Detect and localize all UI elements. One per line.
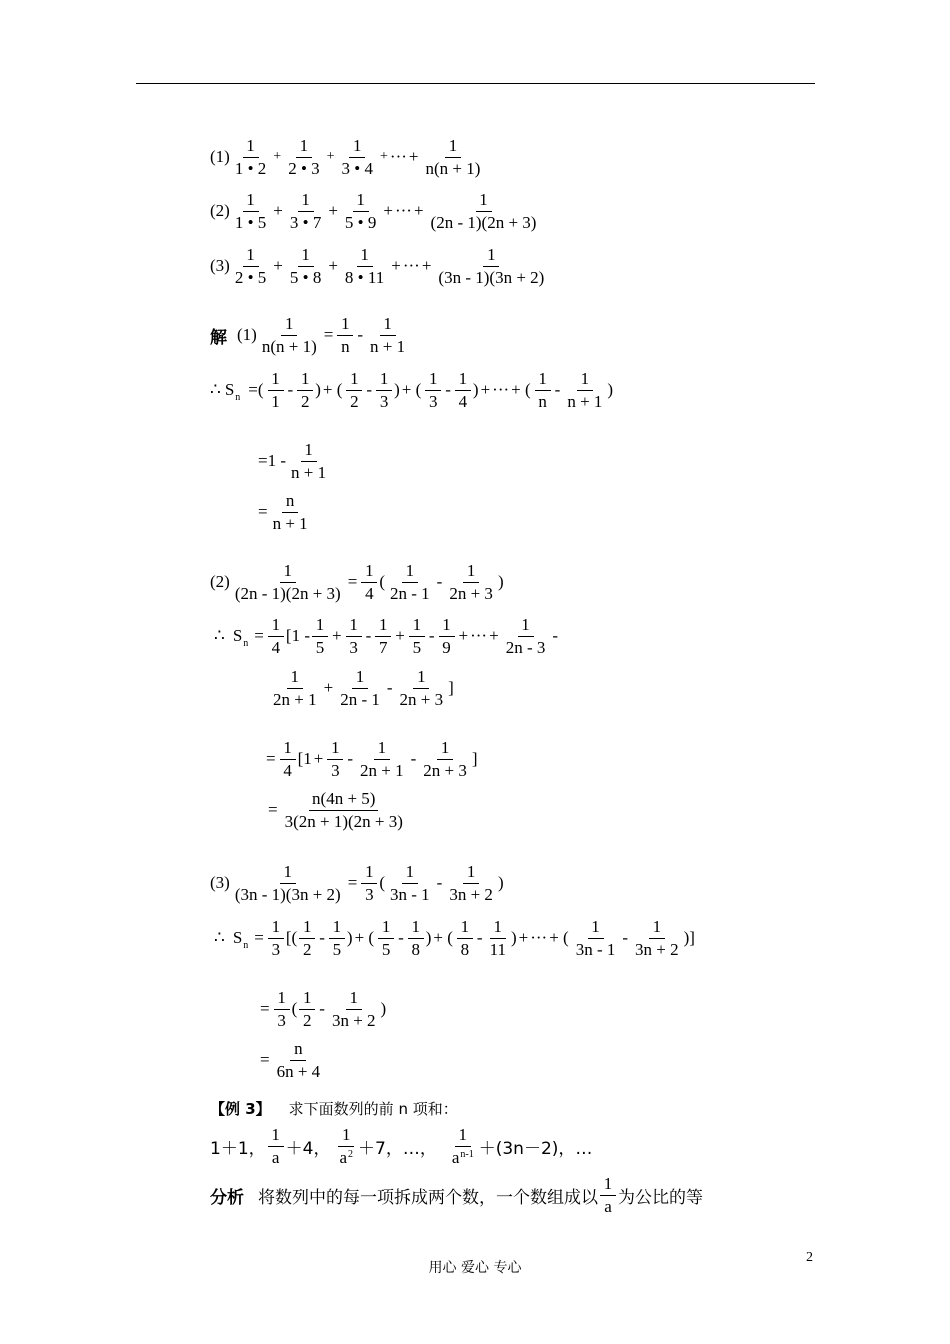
- numerator: 1: [375, 615, 391, 636]
- denominator: 4: [458, 391, 468, 411]
- numerator: 1: [374, 738, 390, 759]
- base: a: [339, 1147, 348, 1167]
- numerator: 1: [297, 369, 313, 390]
- fraction: [435, 245, 547, 286]
- denominator: 3: [277, 1010, 286, 1030]
- fraction: [312, 615, 328, 656]
- fraction: [337, 667, 383, 708]
- fraction: [329, 917, 345, 958]
- subscript: n: [243, 637, 249, 649]
- fraction: [422, 136, 483, 177]
- fraction: [287, 245, 324, 286]
- denominator: 2n - 1: [390, 583, 430, 603]
- numerator: 1: [298, 245, 314, 266]
- numerator: 1: [413, 667, 429, 688]
- numerator: 1: [287, 667, 303, 688]
- sum-symbol: S: [224, 380, 235, 399]
- exponent: n-1: [460, 1148, 474, 1160]
- denominator: 3n + 2: [331, 1010, 376, 1030]
- denominator: 3n - 1: [575, 939, 616, 959]
- fraction: [449, 1125, 477, 1166]
- denominator: 1 • 2: [234, 158, 267, 178]
- numerator: 1: [337, 314, 353, 335]
- denominator: 4: [365, 583, 374, 603]
- term: ＋7，: [358, 1138, 403, 1159]
- denominator: (2n - 1)(2n + 3): [234, 583, 341, 603]
- numerator: 1: [588, 917, 604, 938]
- denominator: 8 • 11: [344, 267, 385, 287]
- ellipsis: ···: [470, 626, 488, 645]
- fraction: [232, 245, 269, 286]
- denominator: 2n - 3: [505, 637, 546, 657]
- numerator: 1: [327, 738, 343, 759]
- numerator: n: [282, 491, 298, 512]
- solution-label: 解: [210, 327, 227, 348]
- fraction: [280, 738, 296, 779]
- fraction: [375, 615, 391, 656]
- denominator: n: [341, 336, 350, 356]
- therefore-symbol: ∴: [214, 928, 225, 947]
- fraction: [439, 615, 455, 656]
- denominator: 1: [271, 391, 280, 411]
- numerator: 1: [463, 862, 479, 883]
- numerator: 1: [280, 738, 296, 759]
- denominator: (3n - 1)(3n + 2): [234, 884, 341, 904]
- numerator: 1: [437, 738, 453, 759]
- text: 1 -: [291, 626, 310, 645]
- denominator: 9: [442, 637, 451, 657]
- denominator: 2n + 3: [423, 760, 467, 780]
- fraction: [425, 369, 441, 410]
- fraction: [259, 314, 320, 355]
- fraction: [487, 917, 509, 958]
- denominator: 3 • 4: [341, 158, 373, 178]
- denominator: n(n + 1): [261, 336, 317, 356]
- denominator: [336, 1147, 356, 1167]
- numerator: 1: [280, 862, 296, 883]
- numerator: 1: [281, 314, 297, 335]
- denominator: 5: [315, 637, 325, 657]
- numerator: 1: [380, 314, 396, 335]
- fraction: [287, 190, 324, 231]
- denominator: 3n - 1: [390, 884, 430, 904]
- numerator: n(4n + 5): [309, 789, 378, 810]
- denominator: n + 1: [291, 462, 327, 482]
- sum-symbol: S: [232, 626, 243, 645]
- fraction: [270, 491, 311, 532]
- denominator: n: [538, 391, 547, 411]
- denominator: 2n + 3: [449, 583, 493, 603]
- fraction: [232, 862, 344, 903]
- fraction: [268, 1125, 284, 1166]
- denominator: 5: [412, 637, 422, 657]
- numerator: 1: [378, 917, 394, 938]
- denominator: 2 • 3: [288, 158, 320, 178]
- numerator: 1: [535, 369, 551, 390]
- numerator: 1: [301, 440, 317, 461]
- numerator: 1: [409, 615, 425, 636]
- denominator: 2n + 1: [360, 760, 404, 780]
- denominator: 3: [428, 391, 438, 411]
- fraction: [342, 245, 387, 286]
- term: ＋(3n－2)，…: [478, 1138, 593, 1159]
- term: 1＋1，: [210, 1138, 266, 1159]
- denominator: 2n + 3: [399, 689, 444, 709]
- fraction: [376, 369, 392, 410]
- numerator: 1: [402, 561, 418, 582]
- fraction: [346, 369, 362, 410]
- fraction: [268, 615, 284, 656]
- denominator: 5: [381, 939, 391, 959]
- numerator: 1: [280, 561, 296, 582]
- numerator: 1: [649, 917, 665, 938]
- denominator: 3: [365, 884, 374, 904]
- fraction: [342, 190, 379, 231]
- fraction: [232, 561, 344, 602]
- numerator: 1: [476, 190, 492, 211]
- fraction: [299, 988, 315, 1029]
- subscript: n: [243, 939, 249, 951]
- numerator: 1: [577, 369, 593, 390]
- numerator: 1: [455, 1125, 471, 1146]
- denominator: (3n - 1)(3n + 2): [438, 267, 545, 287]
- denominator: 3n + 2: [449, 884, 493, 904]
- denominator: 5 • 9: [344, 212, 377, 232]
- fraction: [387, 561, 433, 602]
- numerator: 1: [439, 615, 455, 636]
- numerator: 1: [490, 917, 506, 938]
- fraction: [409, 615, 425, 656]
- fraction: [361, 561, 377, 602]
- therefore-symbol: ∴: [210, 380, 221, 399]
- numerator: 1: [268, 917, 284, 938]
- numerator: 1: [402, 862, 418, 883]
- numerator: 1: [361, 561, 377, 582]
- denominator: 2: [350, 391, 359, 411]
- fraction: [535, 369, 551, 410]
- label: (3): [210, 873, 230, 892]
- fraction: [329, 988, 379, 1029]
- numerator: 1: [408, 917, 424, 938]
- base: a: [451, 1147, 460, 1167]
- ellipsis: …，: [402, 1138, 437, 1159]
- fraction: [503, 615, 549, 656]
- fraction: [408, 917, 424, 958]
- fraction: [387, 862, 433, 903]
- denominator: 3: [379, 391, 389, 411]
- numerator: 1: [299, 988, 315, 1009]
- fraction: [446, 862, 496, 903]
- numerator: 1: [296, 136, 312, 157]
- denominator: 2: [302, 939, 312, 959]
- denominator: 8: [460, 939, 470, 959]
- numerator: 1: [243, 190, 259, 211]
- ellipsis: ···: [492, 380, 510, 399]
- fraction: [288, 440, 329, 481]
- fraction: [274, 1039, 324, 1080]
- denominator: [449, 1147, 477, 1167]
- numerator: 1: [353, 190, 369, 211]
- denominator: 6n + 4: [276, 1061, 321, 1081]
- numerator: 1: [457, 917, 473, 938]
- fraction: [274, 988, 290, 1029]
- denominator: n + 1: [272, 513, 308, 533]
- ellipsis: ···: [530, 928, 548, 947]
- numerator: 1: [463, 561, 479, 582]
- denominator: 7: [379, 637, 388, 657]
- fraction: [268, 917, 284, 958]
- numerator: 1: [268, 369, 284, 390]
- analysis-text: 将数列中的每一项拆成两个数，一个数组成以: [258, 1187, 598, 1208]
- fraction: [285, 136, 322, 177]
- fraction: [361, 862, 377, 903]
- denominator: 2: [300, 391, 310, 411]
- denominator: 3: [271, 939, 281, 959]
- page-number: 2: [806, 1250, 813, 1265]
- ellipsis: ···: [402, 256, 420, 275]
- numerator: 1: [268, 615, 284, 636]
- numerator: 1: [518, 615, 534, 636]
- numerator: 1: [298, 190, 314, 211]
- text: 1 -: [267, 451, 287, 470]
- fraction: [268, 369, 284, 410]
- numerator: 1: [483, 245, 499, 266]
- fraction: [564, 369, 605, 410]
- denominator: 5: [332, 939, 342, 959]
- example-prompt: 求下面数列的前 n 项和：: [288, 1099, 458, 1118]
- fraction: [446, 561, 496, 602]
- denominator: 11: [489, 939, 506, 959]
- numerator: 1: [346, 988, 362, 1009]
- term: ＋4，: [285, 1138, 331, 1159]
- numerator: 1: [268, 1125, 284, 1146]
- numerator: 1: [600, 1174, 616, 1195]
- numerator: 1: [361, 862, 377, 883]
- denominator: 8: [411, 939, 420, 959]
- footer-text: 用心 爱心 专心: [428, 1260, 522, 1276]
- denominator: 5 • 8: [289, 267, 322, 287]
- header-rule: [136, 83, 815, 84]
- denominator: a: [604, 1196, 612, 1216]
- numerator: 1: [376, 369, 392, 390]
- denominator: 2n - 1: [340, 689, 380, 709]
- denominator: 3: [349, 637, 358, 657]
- numerator: 1: [346, 369, 362, 390]
- numerator: 1: [349, 136, 365, 157]
- fraction: [282, 789, 406, 830]
- numerator: 1: [425, 369, 441, 390]
- fraction: [337, 314, 353, 355]
- denominator: 2n + 1: [273, 689, 317, 709]
- numerator: 1: [312, 615, 328, 636]
- fraction: [339, 136, 376, 177]
- fraction: [600, 1174, 616, 1215]
- example-label: 【例 3】: [210, 1099, 271, 1118]
- denominator: 3: [331, 760, 340, 780]
- numerator: 1: [357, 245, 373, 266]
- label: (1): [237, 325, 257, 344]
- denominator: 2: [303, 1010, 312, 1030]
- fraction: [232, 190, 269, 231]
- label: (3): [210, 256, 230, 275]
- fraction: [457, 917, 473, 958]
- numerator: n: [290, 1039, 306, 1060]
- fraction: [336, 1125, 356, 1166]
- denominator: (2n - 1)(2n + 3): [430, 212, 537, 232]
- denominator: 4: [271, 637, 281, 657]
- exponent: 2: [348, 1148, 354, 1160]
- fraction: [455, 369, 471, 410]
- label: (1): [210, 147, 230, 166]
- numerator: 1: [346, 615, 362, 636]
- ellipsis: ···: [389, 147, 407, 166]
- denominator: n(n + 1): [425, 158, 481, 178]
- fraction: [378, 917, 394, 958]
- fraction: [299, 917, 315, 958]
- fraction: [346, 615, 362, 656]
- fraction: [232, 136, 269, 177]
- numerator: 1: [455, 369, 471, 390]
- numerator: 1: [243, 136, 259, 157]
- numerator: 1: [243, 245, 259, 266]
- fraction: [420, 738, 470, 779]
- numerator: 1: [299, 917, 315, 938]
- fraction: [357, 738, 407, 779]
- denominator: 4: [283, 760, 292, 780]
- numerator: 1: [338, 1125, 354, 1146]
- denominator: 2 • 5: [234, 267, 267, 287]
- analysis-text: 为公比的等: [618, 1187, 703, 1208]
- fraction: [367, 314, 408, 355]
- numerator: 1: [445, 136, 461, 157]
- label: (2): [210, 201, 230, 220]
- fraction: [397, 667, 447, 708]
- subscript: n: [235, 391, 241, 403]
- fraction: [632, 917, 682, 958]
- fraction: [297, 369, 313, 410]
- analysis-label: 分析: [210, 1187, 244, 1208]
- ellipsis: ···: [394, 201, 412, 220]
- denominator: 1 • 5: [234, 212, 267, 232]
- sum-symbol: S: [232, 928, 243, 947]
- therefore-symbol: ∴: [214, 626, 225, 645]
- fraction: [428, 190, 540, 231]
- denominator: n + 1: [370, 336, 406, 356]
- fraction: [327, 738, 343, 779]
- denominator: 3n + 2: [635, 939, 679, 959]
- numerator: 1: [274, 988, 290, 1009]
- numerator: 1: [329, 917, 345, 938]
- denominator: n + 1: [567, 391, 603, 411]
- fraction: [270, 667, 320, 708]
- fraction: [573, 917, 619, 958]
- denominator: 3(2n + 1)(2n + 3): [284, 811, 403, 831]
- label: (2): [210, 572, 230, 591]
- denominator: a: [271, 1147, 280, 1167]
- numerator: 1: [352, 667, 368, 688]
- denominator: 3 • 7: [289, 212, 322, 232]
